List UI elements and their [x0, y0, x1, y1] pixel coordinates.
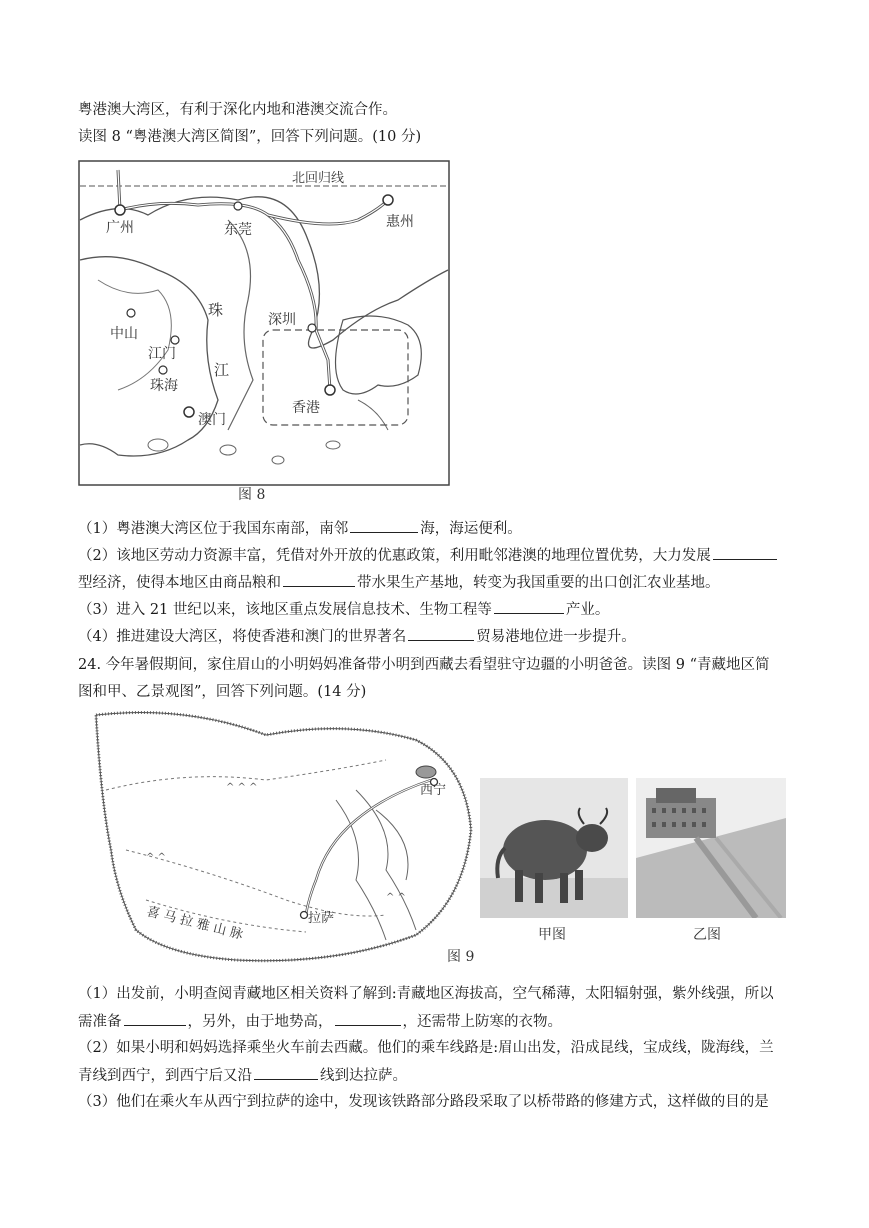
answer-blank[interactable]	[124, 1011, 186, 1026]
macau-label: 澳门	[198, 412, 226, 428]
dongguan-label: 东莞	[224, 222, 252, 238]
lhasa-label: 拉萨	[308, 911, 335, 926]
jiangmen-label: 江门	[148, 346, 176, 362]
q23-2-line-1: （2）该地区劳动力资源丰富，凭借对外开放的优惠政策，利用毗邻港澳的地理位置优势，大力发展	[78, 545, 779, 566]
q23-1: （1）粤港澳大湾区位于我国东南部，南邻 海，海运便利。	[78, 518, 522, 539]
tropic-label: 北回归线	[292, 171, 345, 186]
guangzhou-label: 广州	[106, 220, 134, 236]
svg-text:^ ^: ^ ^	[386, 892, 406, 903]
figure-8-map	[78, 160, 450, 486]
answer-blank[interactable]	[713, 545, 777, 560]
figure-9-caption: 图 9	[447, 949, 475, 965]
figure-8-caption: 图 8	[238, 487, 266, 503]
q23-2-line-2: 型经济，使得本地区由商品粮和 带水果生产基地，转变为我国重要的出口创汇农业基地。	[78, 572, 720, 593]
answer-blank[interactable]	[254, 1065, 318, 1080]
figure-9-map	[86, 710, 476, 972]
potala-photo	[636, 778, 786, 918]
jia-caption: 甲图	[538, 927, 566, 943]
svg-text:^ ^: ^ ^	[146, 852, 166, 863]
huizhou-label: 惠州	[386, 214, 414, 230]
zhuhai-label: 珠海	[150, 378, 178, 394]
svg-text:^ ^ ^: ^ ^ ^	[226, 782, 258, 793]
xining-label: 西宁	[420, 783, 447, 798]
q24-2-line-2: 青线到西宁，到西宁后又沿 线到达拉萨。	[78, 1065, 407, 1086]
shenzhen-label: 深圳	[268, 312, 296, 328]
answer-blank[interactable]	[494, 599, 564, 614]
q23-4: （4）推进建设大湾区，将使香港和澳门的世界著名 贸易港地位进一步提升。	[78, 626, 636, 647]
answer-blank[interactable]	[408, 626, 474, 641]
himalaya-label: 喜 马 拉 雅 山 脉	[145, 904, 245, 943]
q24-3-line-1: （3）他们在乘火车从西宁到拉萨的途中，发现该铁路部分路段采取了以桥带路的修建方式，这样做的目的是	[78, 1094, 769, 1110]
q23-3: （3）进入 21 世纪以来，该地区重点发展信息技术、生物工程等 产业。	[78, 599, 609, 620]
answer-blank[interactable]	[283, 572, 355, 587]
q24-1-line-1: （1）出发前，小明查阅青藏地区相关资料了解到:青藏地区海拔高，空气稀薄，太阳辐射强，紫外线强，所以	[78, 986, 774, 1002]
intro-line-2: 读图 8 “粤港澳大湾区简图”，回答下列问题。(10 分)	[78, 129, 422, 145]
jiang-label: 江	[214, 361, 230, 379]
answer-blank[interactable]	[350, 518, 418, 533]
yak-photo	[480, 778, 628, 918]
q24-1-line-2: 需准备 ，另外，由于地势高， ，还需带上防寒的衣物。	[78, 1011, 562, 1032]
q24-intro-line-1: 24. 今年暑假期间，家住眉山的小明妈妈准备带小明到西藏去看望驻守边疆的小明爸爸。读图 9 “青藏地区简	[78, 657, 770, 673]
q24-intro-line-2: 图和甲、乙景观图”，回答下列问题。(14 分)	[78, 684, 367, 700]
hongkong-label: 香港	[292, 400, 320, 416]
answer-blank[interactable]	[335, 1011, 401, 1026]
zhongshan-label: 中山	[110, 326, 138, 342]
zhu-label: 珠	[208, 301, 224, 319]
yi-caption: 乙图	[693, 927, 721, 943]
intro-line-1: 粤港澳大湾区，有利于深化内地和港澳交流合作。	[78, 102, 397, 118]
q24-2-line-1: （2）如果小明和妈妈选择乘坐火车前去西藏。他们的乘车线路是:眉山出发，沿成昆线，宝成线，陇海线，兰	[78, 1040, 774, 1056]
